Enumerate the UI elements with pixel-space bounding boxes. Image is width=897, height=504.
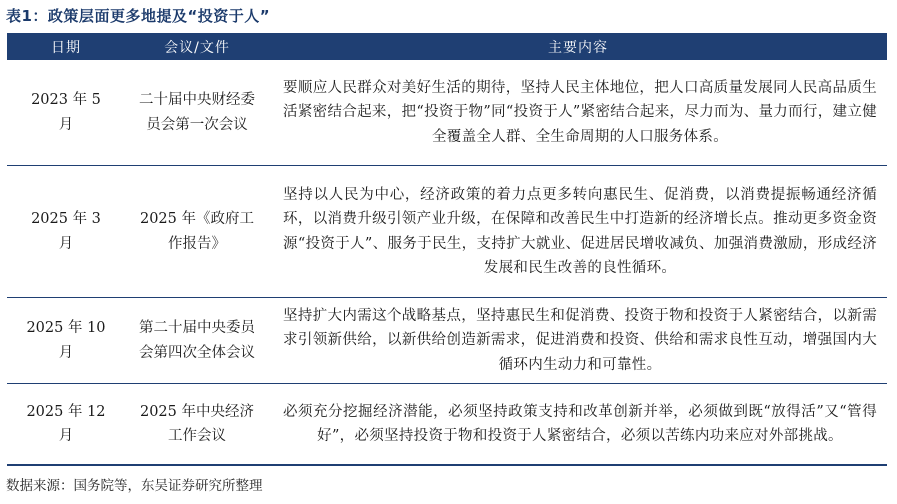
- row-meeting: 2025 年《政府工作报告》: [139, 211, 254, 252]
- table-header-row: [7, 33, 887, 60]
- table-row: [7, 384, 887, 466]
- header-content: 主要内容: [269, 33, 887, 60]
- row-content: 坚持扩大内需这个战略基点，坚持惠民生和促消费、投资于物和投资于人紧密结合，以新需求引领新供给，以新供给创造新需求，促进消费和投资、供给和需求良性互动，增强国内大循环内生动力和可靠性。: [283, 307, 877, 373]
- row-date: 2025 年 10 月: [26, 320, 106, 361]
- header-meeting: 会议/文件: [125, 33, 269, 60]
- table-row: [7, 298, 887, 384]
- data-source-note: 数据来源：国务院等，东吴证券研究所整理: [6, 478, 263, 494]
- row-meeting: 第二十届中央委员会第四次全体会议: [139, 320, 255, 361]
- table-title: 表1：政策层面更多地提及“投资于人”: [6, 7, 271, 25]
- row-date: 2025 年 3 月: [31, 211, 101, 252]
- table-row: [7, 166, 887, 298]
- row-content: 要顺应人民群众对美好生活的期待，坚持人民主体地位，把人口高质量发展同人民高品质生活紧密结合起来，把“投资于物”同“投资于人”紧密结合起来，尽力而为、量力而行，建立健全覆盖全人群、全生命周期的人口服务体系。: [283, 79, 877, 145]
- row-content: 坚持以人民为中心，经济政策的着力点更多转向惠民生、促消费，以消费提振畅通经济循环，以消费升级引领产业升级，在保障和改善民生中打造新的经济增长点。推动更多资金资源“投资于人”、服务于民生，支持扩大就业、促进居民增收减负、加强消费激励，形成经济发展和民生改善的良性循环。: [283, 186, 877, 276]
- table-row: [7, 60, 887, 166]
- row-date: 2023 年 5 月: [31, 92, 101, 133]
- policy-table: [7, 33, 887, 466]
- row-content: 必须充分挖掘经济潜能，必须坚持政策支持和改革创新并举，必须做到既“放得活”又“管得好”，必须坚持投资于物和投资于人紧密结合，必须以苦练内功来应对外部挑战。: [283, 403, 877, 444]
- row-meeting: 二十届中央财经委员会第一次会议: [139, 92, 255, 133]
- header-date: 日期: [7, 33, 125, 60]
- row-date: 2025 年 12 月: [26, 403, 106, 444]
- row-meeting: 2025 年中央经济工作会议: [139, 403, 254, 444]
